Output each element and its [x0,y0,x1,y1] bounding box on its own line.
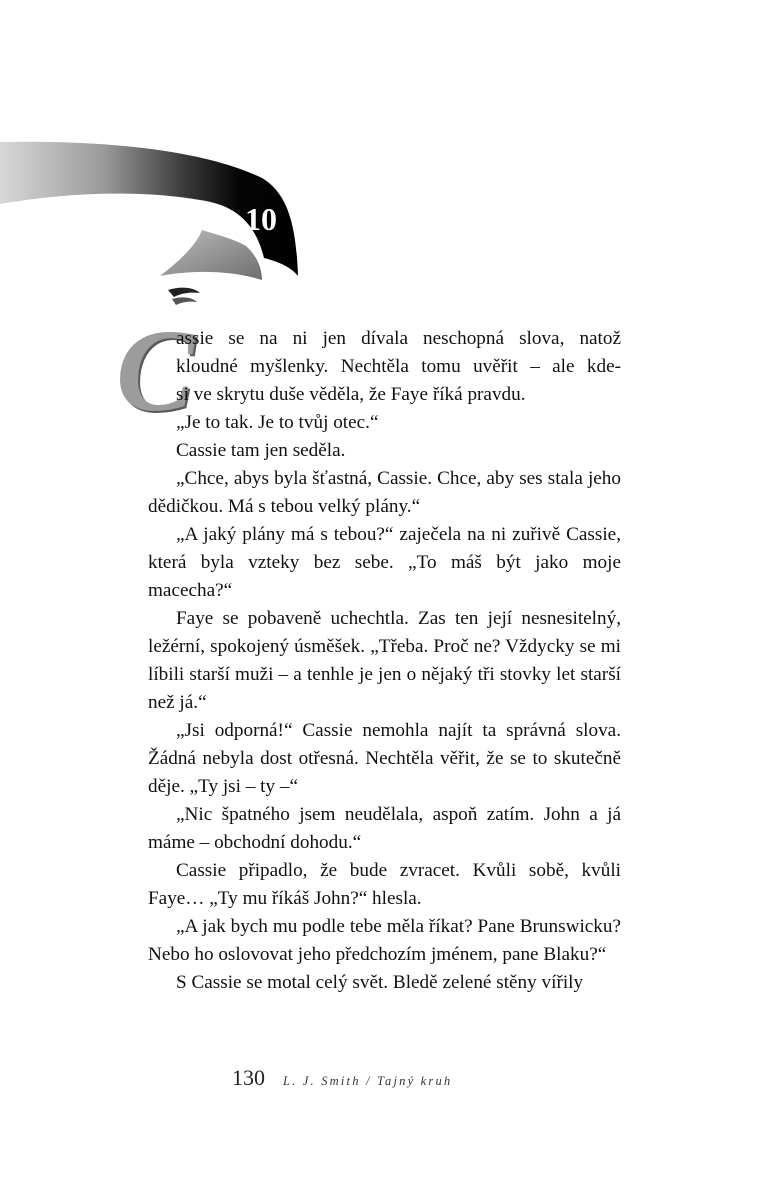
body-text [148,325,621,997]
page-footer [232,1065,452,1091]
drop-cap: C [116,305,195,436]
paragraph: Cassie připadlo, že bude zvracet. Kvůli sobě, kvůli Faye… „Ty mu říkáš John?“ hlesla. [148,860,621,909]
text-line: kloudné myšlenky. Nechtěla tomu uvěřit – ale kde- [176,356,621,377]
paragraph: Cassie tam jen seděla. [176,440,346,461]
chapter-number: 10 [245,201,277,237]
paragraph: „A jak bych mu podle tebe měla říkat? Pane Brunswicku? Nebo ho oslovovat jeho předchozím jménem, pane Blaku?“ [148,916,621,965]
paragraph: „Jsi odporná!“ Cassie nemohla najít ta správná slova. Žádná nebyla dost otřesná. Nechtěla věřit, že se to skutečně děje. „Ty jsi – ty –“ [148,720,621,797]
text-line: assie se na ni jen dívala neschopná slova, natož [176,328,621,349]
paragraph: Faye se pobaveně uchechtla. Zas ten její nesnesitelný, ležérní, spokojený úsměšek. „Třeba. Proč ne? Vždycky se mi líbili starší muži – a tenhle je jen o nějaký tři stovky let starší než já.“ [148,608,621,713]
text-line: si ve skrytu duše věděla, že Faye říká pravdu. [176,384,526,405]
paragraph: „Je to tak. Je to tvůj otec.“ [176,412,379,433]
page-number: 130 [232,1065,265,1090]
running-head: L. J. Smith / Tajný kruh [283,1074,453,1088]
bell-ornament [160,230,262,305]
paragraph: „Nic špatného jsem neudělala, aspoň zatím. John a já máme – obchodní dohodu.“ [148,804,621,853]
paragraph: „A jaký plány má s tebou?“ zaječela na ni zuřivě Cassie, která byla vzteky bez sebe. „To máš být jako moje macecha?“ [148,524,621,601]
paragraph: „Chce, abys byla šťastná, Cassie. Chce, aby ses stala jeho dědičkou. Má s tebou velký plány.“ [148,468,621,517]
chapter-banner [0,0,320,320]
paragraph: S Cassie se motal celý svět. Bledě zelené stěny vířily [176,972,584,993]
paragraph [148,325,621,409]
